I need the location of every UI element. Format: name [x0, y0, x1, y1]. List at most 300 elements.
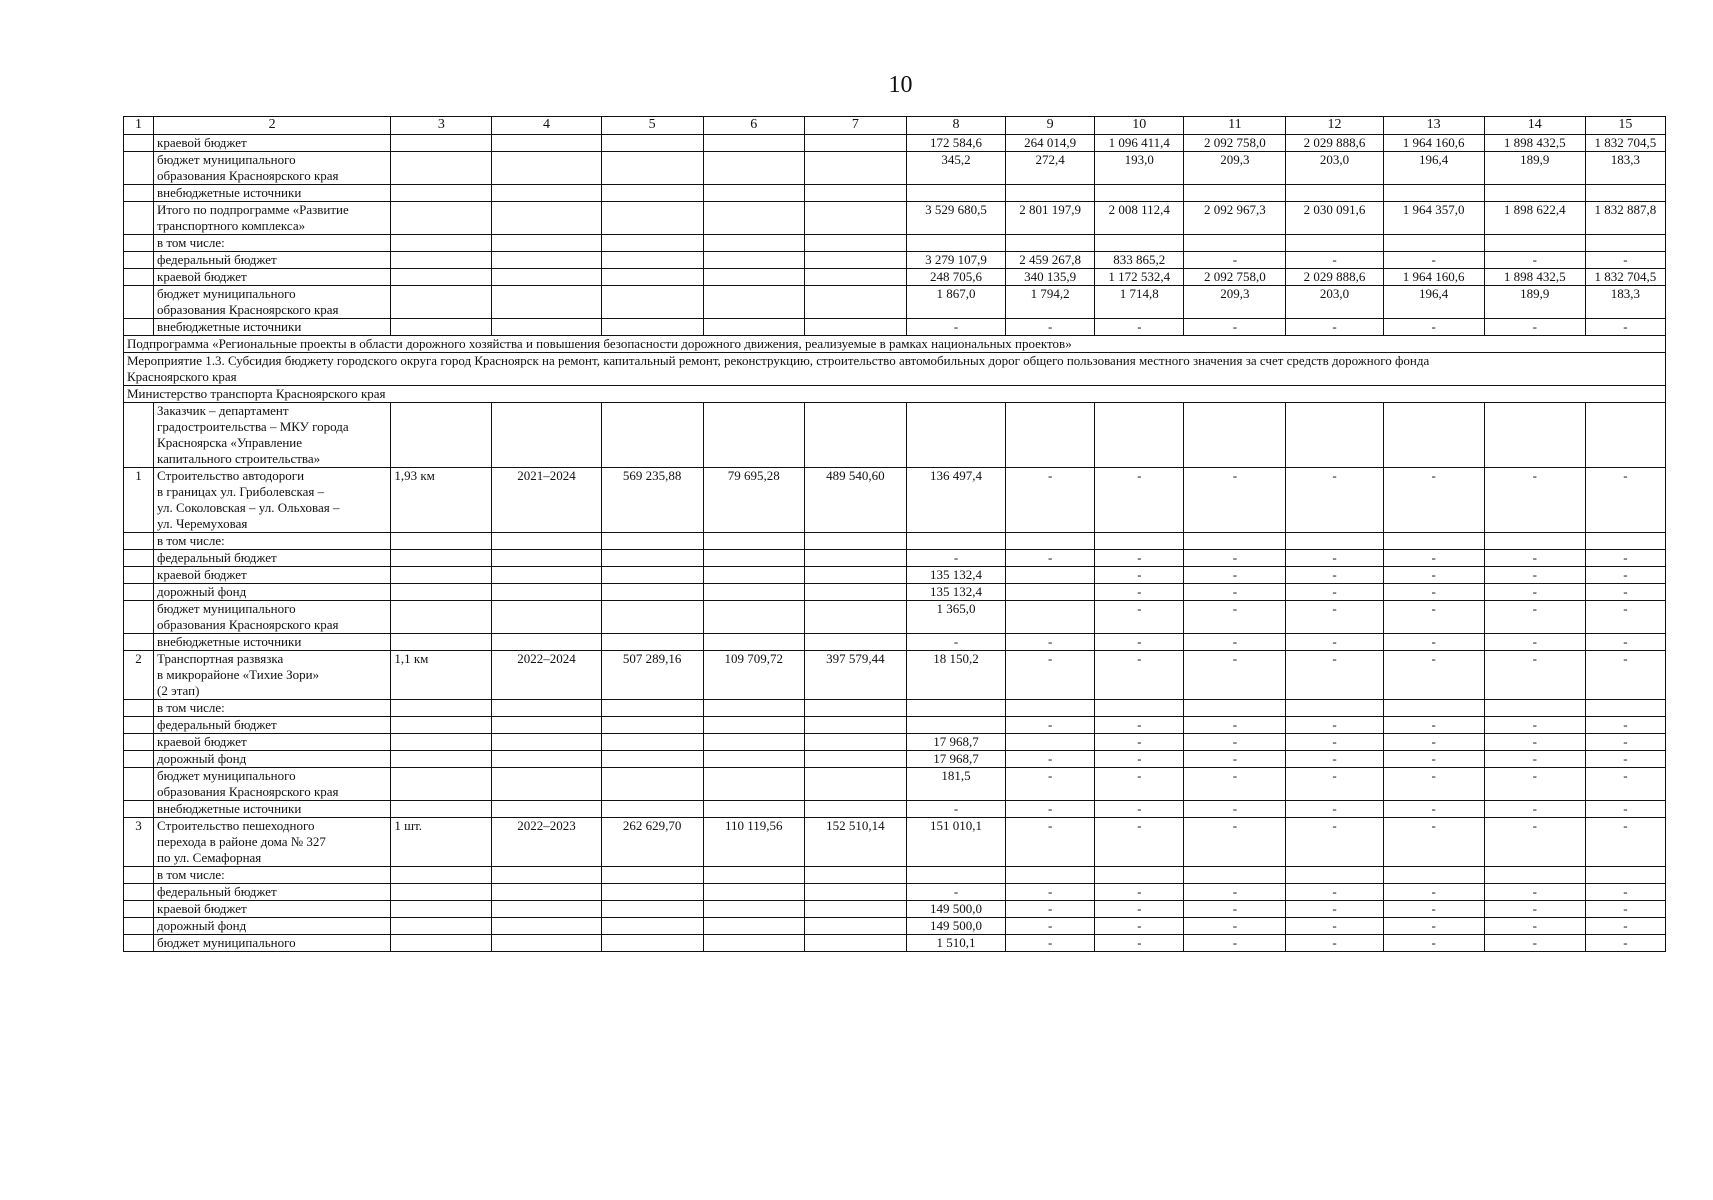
- table-cell: 1 510,1: [906, 935, 1005, 952]
- table-cell: 18 150,2: [906, 651, 1005, 700]
- table-cell: [601, 235, 703, 252]
- table-cell: -: [1286, 801, 1383, 818]
- table-cell: -: [1095, 818, 1184, 867]
- table-cell: 1 794,2: [1006, 286, 1095, 319]
- table-cell: -: [1095, 884, 1184, 901]
- table-cell: [601, 319, 703, 336]
- table-cell: [391, 286, 492, 319]
- table-cell: [391, 867, 492, 884]
- table-cell: -: [1585, 550, 1665, 567]
- table-cell: [703, 286, 804, 319]
- table-cell: -: [1585, 319, 1665, 336]
- table-cell: [492, 533, 601, 550]
- table-cell: 193,0: [1095, 152, 1184, 185]
- table-cell: -: [1006, 651, 1095, 700]
- table-row: [124, 717, 1666, 734]
- table-cell: 2 092 967,3: [1184, 202, 1286, 235]
- table-cell: -: [1184, 734, 1286, 751]
- table-cell: -: [1286, 734, 1383, 751]
- table-cell: -: [1286, 634, 1383, 651]
- table-cell: [391, 884, 492, 901]
- table-cell: [1184, 235, 1286, 252]
- table-cell: 209,3: [1184, 152, 1286, 185]
- table-cell: 1 964 160,6: [1383, 269, 1484, 286]
- table-cell: -: [1184, 901, 1286, 918]
- table-cell: [1006, 567, 1095, 584]
- table-header-row: [124, 117, 1666, 135]
- table-cell: [1286, 403, 1383, 468]
- table-cell: 3 279 107,9: [906, 252, 1005, 269]
- table-cell: -: [1095, 319, 1184, 336]
- table-cell: [601, 884, 703, 901]
- row-number: 2: [124, 651, 154, 700]
- table-cell: [703, 918, 804, 935]
- row-label: в том числе:: [154, 700, 391, 717]
- table-cell: [703, 550, 804, 567]
- column-header: 5: [601, 117, 703, 135]
- table-cell: 189,9: [1484, 152, 1585, 185]
- table-cell: -: [1006, 768, 1095, 801]
- table-cell: -: [1095, 634, 1184, 651]
- table-cell: [391, 135, 492, 152]
- column-header: 8: [906, 117, 1005, 135]
- table-cell: [703, 533, 804, 550]
- table-cell: 136 497,4: [906, 468, 1005, 533]
- table-cell: [1006, 533, 1095, 550]
- table-cell: [1184, 867, 1286, 884]
- table-cell: [703, 734, 804, 751]
- table-cell: [1006, 734, 1095, 751]
- table-cell: [703, 152, 804, 185]
- row-label: внебюджетные источники: [154, 634, 391, 651]
- table-cell: -: [1184, 319, 1286, 336]
- table-cell: 17 968,7: [906, 751, 1005, 768]
- column-header: 14: [1484, 117, 1585, 135]
- column-header: 1: [124, 117, 154, 135]
- table-row: [124, 353, 1666, 386]
- table-cell: [1383, 403, 1484, 468]
- row-number: [124, 884, 154, 901]
- table-cell: 181,5: [906, 768, 1005, 801]
- table-cell: -: [1484, 918, 1585, 935]
- table-cell: -: [1484, 884, 1585, 901]
- table-cell: -: [906, 550, 1005, 567]
- table-cell: [804, 768, 906, 801]
- table-cell: [492, 567, 601, 584]
- table-cell: -: [1184, 468, 1286, 533]
- table-cell: 79 695,28: [703, 468, 804, 533]
- table-cell: [1585, 700, 1665, 717]
- table-cell: -: [1006, 550, 1095, 567]
- table-cell: [703, 700, 804, 717]
- table-cell: [703, 601, 804, 634]
- table-cell: 1 964 357,0: [1383, 202, 1484, 235]
- table-cell: [906, 185, 1005, 202]
- row-label: в том числе:: [154, 533, 391, 550]
- table-cell: [492, 918, 601, 935]
- table-cell: 109 709,72: [703, 651, 804, 700]
- table-cell: -: [1286, 935, 1383, 952]
- row-number: [124, 867, 154, 884]
- row-label: дорожный фонд: [154, 584, 391, 601]
- table-row: [124, 468, 1666, 533]
- table-cell: 2 801 197,9: [1006, 202, 1095, 235]
- table-row: [124, 286, 1666, 319]
- table-cell: [804, 567, 906, 584]
- column-header: 15: [1585, 117, 1665, 135]
- table-cell: [804, 269, 906, 286]
- row-label: в том числе:: [154, 235, 391, 252]
- table-cell: [391, 550, 492, 567]
- table-cell: [804, 533, 906, 550]
- table-cell: -: [1286, 319, 1383, 336]
- table-cell: [391, 403, 492, 468]
- table-cell: -: [1184, 252, 1286, 269]
- table-cell: [906, 867, 1005, 884]
- table-cell: -: [1383, 818, 1484, 867]
- table-cell: -: [1095, 567, 1184, 584]
- table-cell: -: [1184, 584, 1286, 601]
- table-cell: -: [1286, 601, 1383, 634]
- row-label: бюджет муниципального образования Красноярского края: [154, 601, 391, 634]
- table-cell: [492, 202, 601, 235]
- table-cell: 345,2: [906, 152, 1005, 185]
- table-cell: -: [1484, 734, 1585, 751]
- table-cell: 2 029 888,6: [1286, 269, 1383, 286]
- table-cell: [1095, 700, 1184, 717]
- table-cell: [492, 717, 601, 734]
- table-cell: [492, 601, 601, 634]
- row-label: федеральный бюджет: [154, 252, 391, 269]
- table-cell: -: [1484, 818, 1585, 867]
- table-cell: -: [1006, 751, 1095, 768]
- table-cell: -: [1184, 550, 1286, 567]
- table-cell: [391, 935, 492, 952]
- table-cell: [492, 152, 601, 185]
- table-cell: 272,4: [1006, 152, 1095, 185]
- table-row: [124, 935, 1666, 952]
- table-cell: [1383, 185, 1484, 202]
- table-cell: 151 010,1: [906, 818, 1005, 867]
- table-cell: [804, 202, 906, 235]
- table-cell: [1006, 867, 1095, 884]
- table-cell: [492, 751, 601, 768]
- table-row: [124, 185, 1666, 202]
- row-number: [124, 185, 154, 202]
- table-cell: -: [1585, 918, 1665, 935]
- table-cell: [1585, 185, 1665, 202]
- table-cell: [492, 734, 601, 751]
- table-row: [124, 700, 1666, 717]
- table-cell: -: [1484, 768, 1585, 801]
- row-number: [124, 601, 154, 634]
- table-cell: 1,1 км: [391, 651, 492, 700]
- table-cell: -: [1383, 884, 1484, 901]
- row-number: [124, 935, 154, 952]
- table-row: [124, 336, 1666, 353]
- table-cell: 149 500,0: [906, 918, 1005, 935]
- table-cell: -: [1095, 550, 1184, 567]
- table-cell: [906, 717, 1005, 734]
- table-row: [124, 386, 1666, 403]
- table-cell: [804, 867, 906, 884]
- table-cell: [391, 734, 492, 751]
- table-cell: 1 964 160,6: [1383, 135, 1484, 152]
- table-cell: -: [1184, 634, 1286, 651]
- table-cell: [391, 533, 492, 550]
- table-cell: 2022–2023: [492, 818, 601, 867]
- row-label: Строительство автодороги в границах ул. Гриболевская – ул. Соколовская – ул. Ольховая – ул. Черемуховая: [154, 468, 391, 533]
- row-number: [124, 152, 154, 185]
- table-cell: -: [1286, 768, 1383, 801]
- table-cell: -: [1383, 584, 1484, 601]
- table-cell: -: [1006, 818, 1095, 867]
- table-cell: -: [1006, 935, 1095, 952]
- row-number: [124, 269, 154, 286]
- table-cell: -: [1286, 818, 1383, 867]
- table-row: [124, 202, 1666, 235]
- table-cell: [492, 700, 601, 717]
- row-number: [124, 918, 154, 935]
- column-header: 7: [804, 117, 906, 135]
- table-cell: -: [906, 319, 1005, 336]
- table-cell: [601, 634, 703, 651]
- table-cell: [601, 567, 703, 584]
- table-cell: 2 092 758,0: [1184, 135, 1286, 152]
- table-cell: [804, 634, 906, 651]
- table-cell: -: [1383, 901, 1484, 918]
- table-cell: [601, 185, 703, 202]
- table-cell: [391, 601, 492, 634]
- table-cell: 262 629,70: [601, 818, 703, 867]
- table-cell: [1585, 235, 1665, 252]
- table-cell: [391, 567, 492, 584]
- table-cell: [703, 269, 804, 286]
- table-cell: [492, 319, 601, 336]
- table-cell: 1 832 704,5: [1585, 269, 1665, 286]
- table-cell: -: [1286, 584, 1383, 601]
- table-cell: [492, 135, 601, 152]
- table-row: [124, 135, 1666, 152]
- table-cell: [804, 550, 906, 567]
- row-label: федеральный бюджет: [154, 884, 391, 901]
- table-row: [124, 550, 1666, 567]
- table-cell: -: [906, 634, 1005, 651]
- table-cell: [1006, 700, 1095, 717]
- table-cell: [391, 185, 492, 202]
- table-cell: -: [1095, 584, 1184, 601]
- table-cell: [703, 235, 804, 252]
- column-header: 4: [492, 117, 601, 135]
- table-cell: [1286, 867, 1383, 884]
- table-cell: 1 шт.: [391, 818, 492, 867]
- row-number: [124, 235, 154, 252]
- table-cell: [601, 550, 703, 567]
- table-cell: -: [1484, 751, 1585, 768]
- table-cell: -: [1383, 918, 1484, 935]
- table-cell: [492, 901, 601, 918]
- table-cell: [601, 202, 703, 235]
- table-cell: [1585, 533, 1665, 550]
- table-cell: [804, 185, 906, 202]
- table-cell: [906, 235, 1005, 252]
- table-cell: 2 008 112,4: [1095, 202, 1184, 235]
- table-cell: -: [1585, 751, 1665, 768]
- table-cell: [906, 533, 1005, 550]
- table-cell: -: [1184, 601, 1286, 634]
- table-cell: -: [1184, 818, 1286, 867]
- table-cell: 1 898 432,5: [1484, 269, 1585, 286]
- table-cell: 1 365,0: [906, 601, 1005, 634]
- table-cell: -: [1383, 634, 1484, 651]
- table-cell: -: [1095, 801, 1184, 818]
- table-cell: -: [1585, 901, 1665, 918]
- table-cell: [1095, 403, 1184, 468]
- table-cell: [1286, 700, 1383, 717]
- row-number: [124, 202, 154, 235]
- table-cell: [1184, 533, 1286, 550]
- table-cell: [1184, 403, 1286, 468]
- table-cell: [601, 135, 703, 152]
- table-cell: -: [1383, 567, 1484, 584]
- table-cell: [804, 901, 906, 918]
- table-cell: [492, 801, 601, 818]
- row-number: [124, 901, 154, 918]
- table-cell: [391, 235, 492, 252]
- row-label: внебюджетные источники: [154, 185, 391, 202]
- table-cell: 833 865,2: [1095, 252, 1184, 269]
- table-cell: [804, 584, 906, 601]
- table-cell: [492, 867, 601, 884]
- table-cell: 189,9: [1484, 286, 1585, 319]
- table-cell: -: [1484, 584, 1585, 601]
- table-cell: 135 132,4: [906, 584, 1005, 601]
- table-cell: [391, 584, 492, 601]
- table-cell: 152 510,14: [804, 818, 906, 867]
- table-row: [124, 601, 1666, 634]
- row-label: краевой бюджет: [154, 135, 391, 152]
- column-header: 3: [391, 117, 492, 135]
- table-row: [124, 901, 1666, 918]
- column-header: 13: [1383, 117, 1484, 135]
- table-cell: 3 529 680,5: [906, 202, 1005, 235]
- table-cell: [703, 403, 804, 468]
- table-cell: 1 898 622,4: [1484, 202, 1585, 235]
- table-cell: -: [1585, 468, 1665, 533]
- row-number: [124, 550, 154, 567]
- table-cell: [1006, 185, 1095, 202]
- table-cell: -: [1006, 918, 1095, 935]
- table-cell: 2022–2024: [492, 651, 601, 700]
- table-cell: [804, 319, 906, 336]
- table-cell: -: [1383, 319, 1484, 336]
- table-cell: [804, 601, 906, 634]
- table-cell: 135 132,4: [906, 567, 1005, 584]
- table-cell: [391, 152, 492, 185]
- table-cell: [601, 918, 703, 935]
- table-cell: -: [1184, 717, 1286, 734]
- table-cell: [703, 252, 804, 269]
- row-label: Заказчик – департамент градостроительства – МКУ города Красноярска «Управление капитального строительства»: [154, 403, 391, 468]
- table-cell: -: [1184, 918, 1286, 935]
- table-cell: 340 135,9: [1006, 269, 1095, 286]
- table-cell: 397 579,44: [804, 651, 906, 700]
- table-row: [124, 818, 1666, 867]
- table-cell: [391, 901, 492, 918]
- table-cell: [492, 935, 601, 952]
- row-number: [124, 634, 154, 651]
- table-cell: [1184, 700, 1286, 717]
- section-heading: Мероприятие 1.3. Субсидия бюджету городского округа город Красноярск на ремонт, капитальный ремонт, реконструкцию, строительство автомобильных дорог общего пользования местного значения за счет средств дорожного фонда Красноярского края: [124, 353, 1666, 386]
- table-cell: [601, 403, 703, 468]
- table-cell: [703, 185, 804, 202]
- row-label: Транспортная развязка в микрорайоне «Тихие Зори» (2 этап): [154, 651, 391, 700]
- row-number: [124, 584, 154, 601]
- budget-table: [123, 116, 1666, 952]
- column-header: 9: [1006, 117, 1095, 135]
- row-label: краевой бюджет: [154, 901, 391, 918]
- table-cell: [391, 202, 492, 235]
- row-number: [124, 319, 154, 336]
- table-cell: -: [1585, 768, 1665, 801]
- table-cell: -: [1383, 550, 1484, 567]
- table-cell: [1006, 584, 1095, 601]
- row-number: [124, 533, 154, 550]
- table-cell: [703, 717, 804, 734]
- table-cell: 1 867,0: [906, 286, 1005, 319]
- column-header: 10: [1095, 117, 1184, 135]
- row-number: [124, 734, 154, 751]
- table-cell: [703, 901, 804, 918]
- table-cell: [804, 751, 906, 768]
- table-cell: -: [1383, 935, 1484, 952]
- table-cell: -: [1585, 584, 1665, 601]
- table-cell: [703, 884, 804, 901]
- row-label: федеральный бюджет: [154, 717, 391, 734]
- table-cell: [391, 269, 492, 286]
- table-cell: -: [1095, 918, 1184, 935]
- table-cell: [703, 768, 804, 801]
- table-cell: [492, 286, 601, 319]
- table-cell: -: [1184, 884, 1286, 901]
- table-cell: [1484, 533, 1585, 550]
- table-cell: [391, 634, 492, 651]
- table-row: [124, 152, 1666, 185]
- table-row: [124, 918, 1666, 935]
- table-cell: [601, 801, 703, 818]
- table-cell: -: [1585, 884, 1665, 901]
- table-cell: -: [1585, 935, 1665, 952]
- table-cell: -: [1383, 801, 1484, 818]
- table-cell: [1383, 235, 1484, 252]
- table-cell: -: [1484, 319, 1585, 336]
- table-cell: -: [1095, 768, 1184, 801]
- table-cell: [703, 584, 804, 601]
- table-cell: [492, 235, 601, 252]
- table-row: [124, 584, 1666, 601]
- table-cell: 183,3: [1585, 152, 1665, 185]
- table-cell: [703, 935, 804, 952]
- table-cell: -: [1095, 901, 1184, 918]
- table-cell: 203,0: [1286, 286, 1383, 319]
- table-cell: [492, 550, 601, 567]
- table-cell: -: [1383, 252, 1484, 269]
- table-cell: [1095, 867, 1184, 884]
- table-cell: [703, 202, 804, 235]
- section-heading: Министерство транспорта Красноярского края: [124, 386, 1666, 403]
- table-cell: [1006, 403, 1095, 468]
- table-cell: -: [1095, 601, 1184, 634]
